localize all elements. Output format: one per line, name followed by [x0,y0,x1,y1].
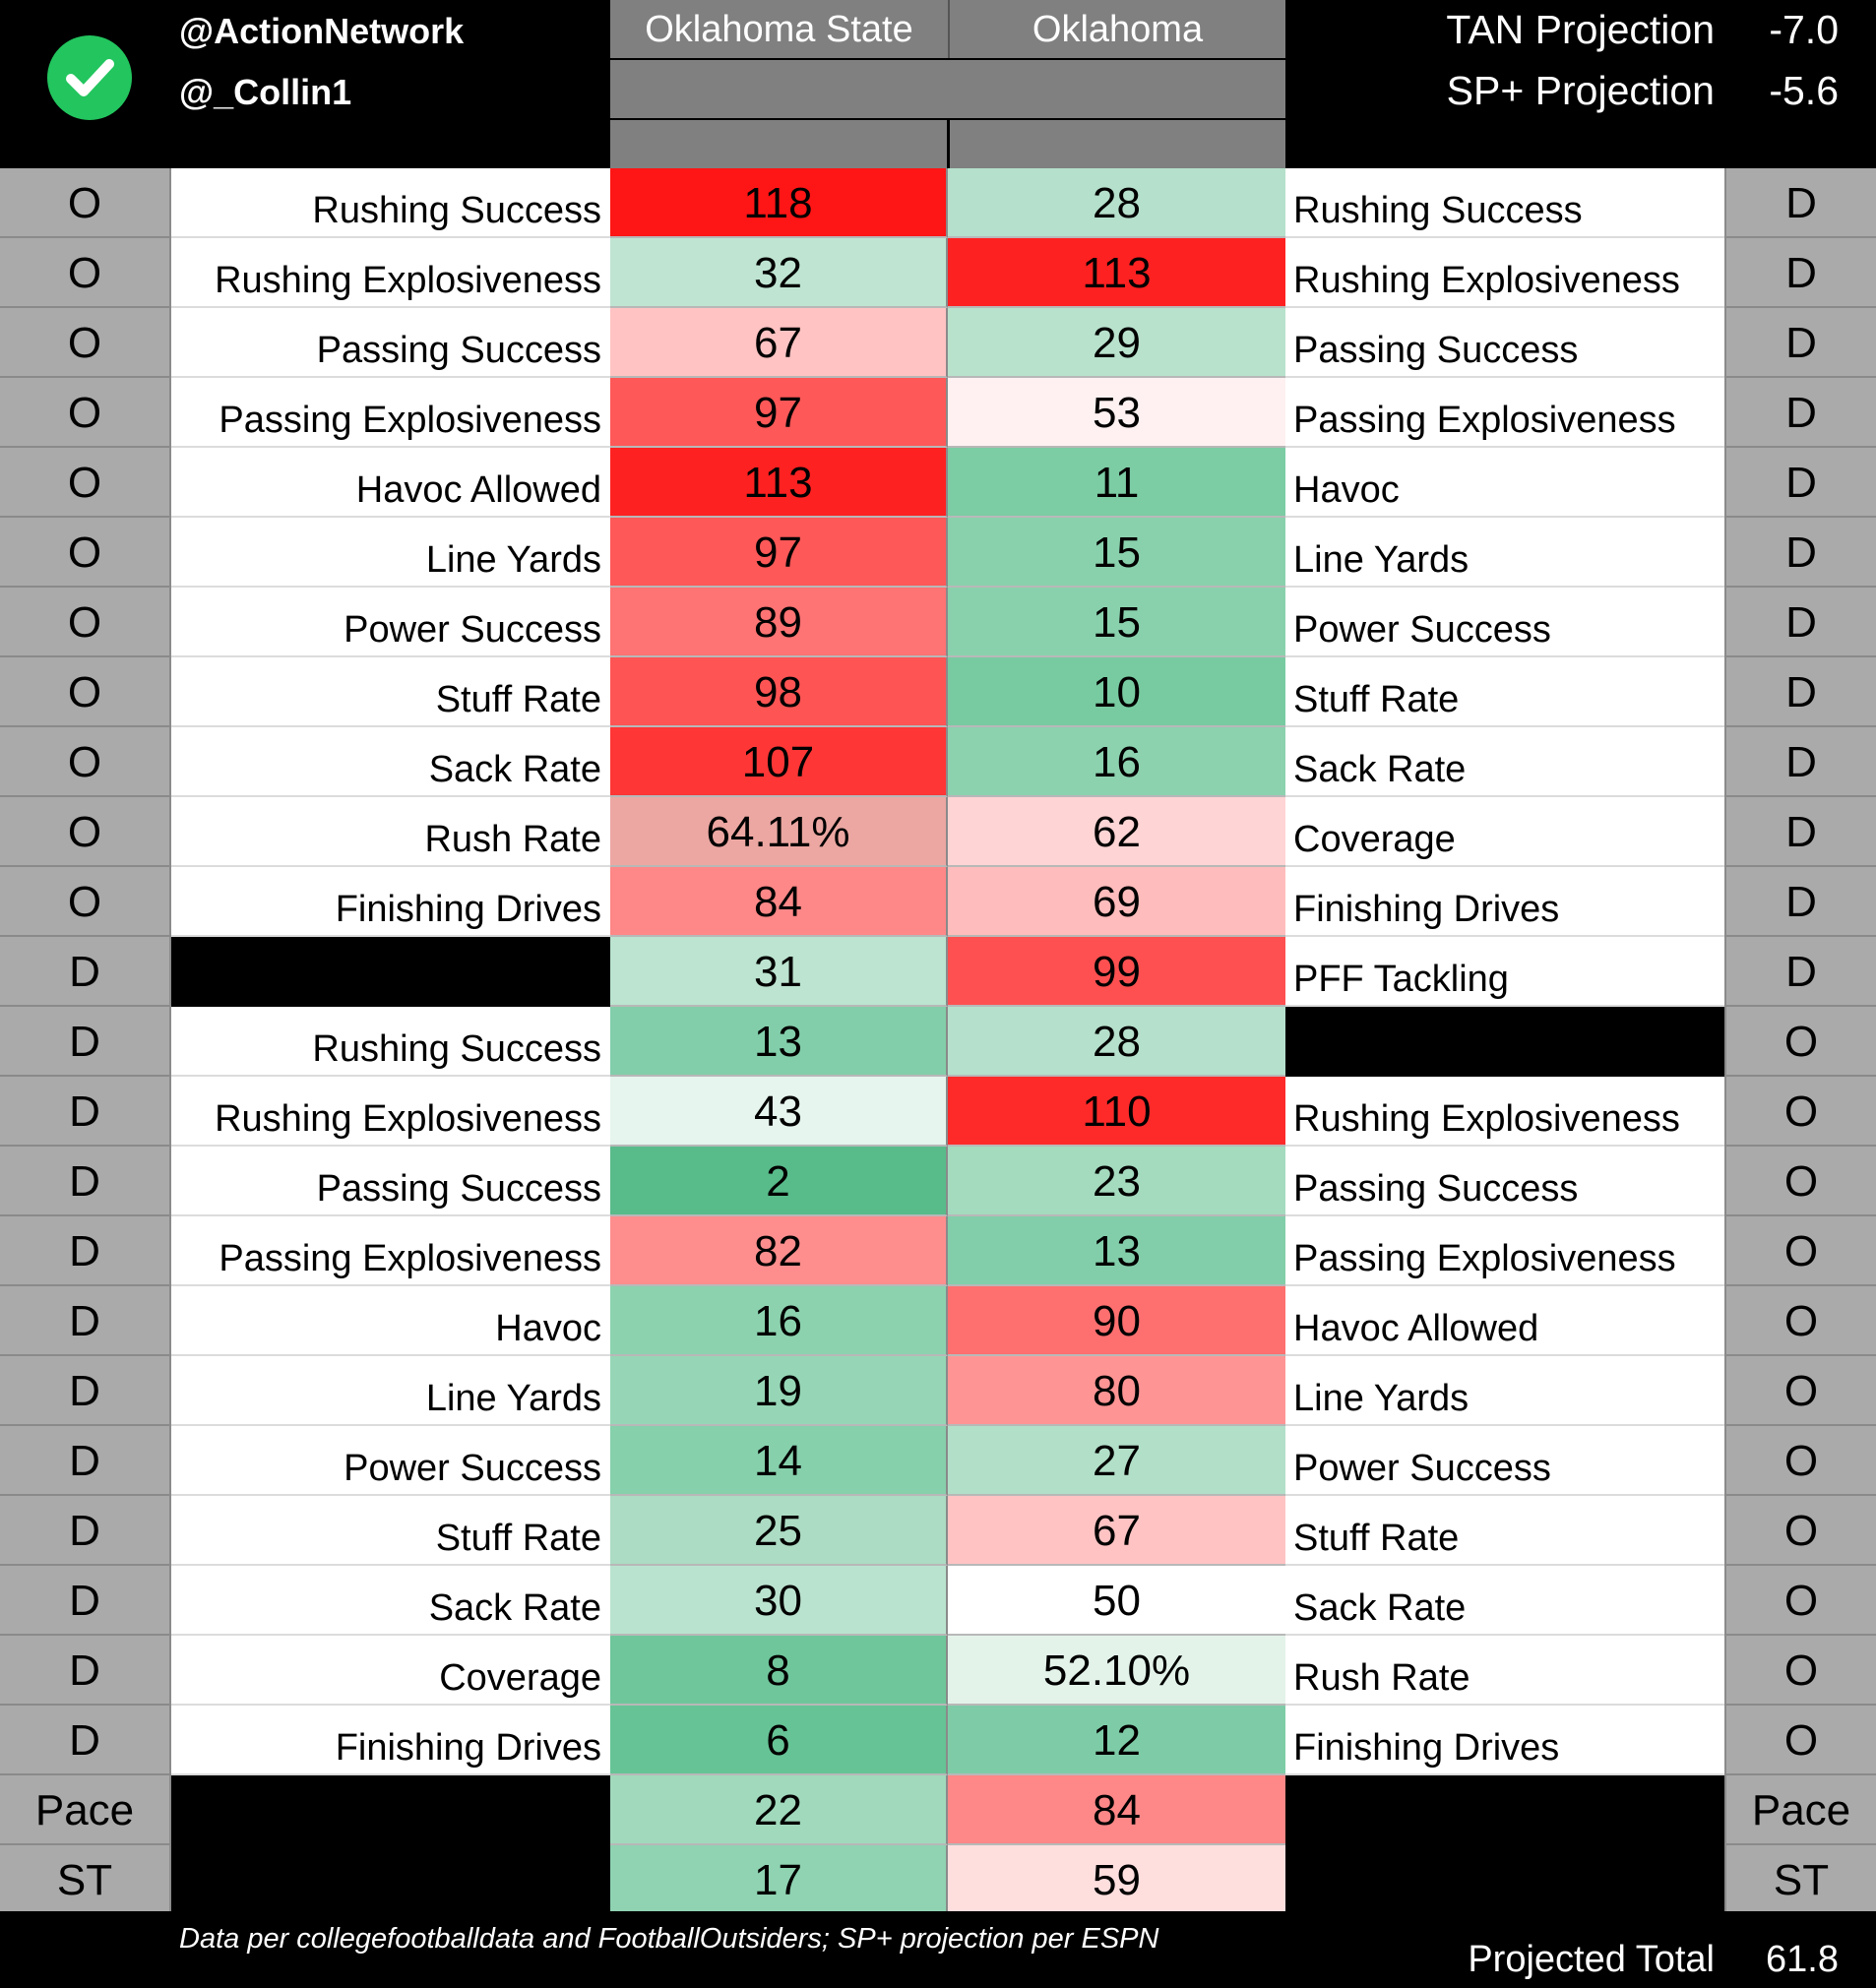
left-stat-label: Power Success [171,588,610,657]
matchup-table [0,168,1876,1915]
right-stat-label: Power Success [1285,588,1724,657]
team-b-rank-cell: 99 [948,937,1285,1007]
left-unit-cell: D [0,1426,171,1496]
left-stat-label: Line Yards [171,1356,610,1426]
left-unit-cell: O [0,727,171,797]
header-divider [948,0,950,58]
right-unit-cell: D [1724,448,1876,518]
right-unit-cell: O [1724,1147,1876,1216]
right-unit-cell: D [1724,937,1876,1007]
tan-projection-label: TAN Projection [1446,7,1715,52]
right-unit-cell: D [1724,238,1876,308]
tan-projection-value: -7.0 [1769,7,1839,52]
left-stat-label: Rushing Explosiveness [171,1077,610,1147]
table-row [0,1566,1876,1636]
left-unit-cell: O [0,797,171,867]
left-stat-label: Rush Rate [171,797,610,867]
section-divider [1285,1007,1724,1077]
right-stat-label: Passing Success [1285,308,1724,378]
left-unit-cell: O [0,588,171,657]
table-row [0,1775,1876,1845]
team-b-rank-cell: 15 [948,588,1285,657]
left-unit-cell: O [0,518,171,588]
handle-action-network: @ActionNetwork [179,11,465,51]
projected-total-label: Projected Total [1468,1939,1715,1980]
team-b-rank-cell: 11 [948,448,1285,518]
left-stat-label: Sack Rate [171,1566,610,1636]
header [0,0,1876,168]
team-b-rank-cell: 28 [948,168,1285,238]
left-stat-label: Passing Success [171,308,610,378]
sp-projection-label: SP+ Projection [1446,68,1715,113]
team-b-rank-cell: 80 [948,1356,1285,1426]
right-unit-cell: D [1724,378,1876,448]
left-unit-cell: D [0,1007,171,1077]
left-unit-cell: O [0,448,171,518]
table-row [0,378,1876,448]
sp-projection-value: -5.6 [1769,68,1839,113]
right-unit-cell: O [1724,1636,1876,1706]
left-unit-cell: O [0,308,171,378]
left-unit-cell: D [0,1636,171,1706]
header-band [610,60,1285,118]
section-divider [171,1845,610,1915]
team-b-rank-cell: 62 [948,797,1285,867]
table-row [0,657,1876,727]
right-stat-label: Rushing Explosiveness [1285,1077,1724,1147]
table-row [0,1216,1876,1286]
right-unit-cell: D [1724,588,1876,657]
right-stat-label: Stuff Rate [1285,657,1724,727]
right-stat-label: Finishing Drives [1285,1706,1724,1775]
team-b-header: Oklahoma [950,0,1285,58]
right-stat-label: Sack Rate [1285,727,1724,797]
table-row [0,1007,1876,1077]
right-stat-label: Havoc [1285,448,1724,518]
right-unit-cell: D [1724,657,1876,727]
team-b-rank-cell: 13 [948,1216,1285,1286]
table-row [0,308,1876,378]
team-b-rank-cell: 23 [948,1147,1285,1216]
right-stat-label: Passing Explosiveness [1285,378,1724,448]
team-a-rank-cell: 98 [610,657,948,727]
right-stat-label: PFF Tackling [1285,937,1724,1007]
right-unit-cell: D [1724,797,1876,867]
table-row [0,1147,1876,1216]
table-row [0,1286,1876,1356]
team-a-rank-cell: 13 [610,1007,948,1077]
left-unit-cell: D [0,937,171,1007]
team-b-rank-cell: 29 [948,308,1285,378]
right-unit-cell: D [1724,168,1876,238]
team-b-rank-cell: 16 [948,727,1285,797]
right-unit-cell: O [1724,1077,1876,1147]
team-a-rank-cell: 25 [610,1496,948,1566]
left-unit-cell: D [0,1566,171,1636]
header-cell-b [950,120,1285,168]
right-unit-cell: O [1724,1216,1876,1286]
right-unit-cell: D [1724,727,1876,797]
right-stat-label: Passing Success [1285,1147,1724,1216]
table-row [0,238,1876,308]
left-unit-cell: D [0,1706,171,1775]
right-unit-cell: O [1724,1706,1876,1775]
section-divider [171,937,610,1007]
team-b-rank-cell: 59 [948,1845,1285,1915]
right-stat-label: Passing Explosiveness [1285,1216,1724,1286]
team-a-rank-cell: 113 [610,448,948,518]
team-a-rank-cell: 16 [610,1286,948,1356]
team-a-rank-cell: 14 [610,1426,948,1496]
team-a-rank-cell: 17 [610,1845,948,1915]
team-b-rank-cell: 84 [948,1775,1285,1845]
right-unit-cell: Pace [1724,1775,1876,1845]
team-a-rank-cell: 97 [610,378,948,448]
table-row [0,1077,1876,1147]
left-unit-cell: O [0,238,171,308]
right-stat-label: Sack Rate [1285,1566,1724,1636]
team-a-rank-cell: 31 [610,937,948,1007]
right-unit-cell: D [1724,867,1876,937]
left-stat-label: Rushing Success [171,168,610,238]
table-row [0,1496,1876,1566]
left-stat-label: Stuff Rate [171,1496,610,1566]
team-a-rank-cell: 30 [610,1566,948,1636]
footer [0,1911,1876,1988]
right-unit-cell: O [1724,1426,1876,1496]
left-stat-label: Havoc [171,1286,610,1356]
left-unit-cell: D [0,1077,171,1147]
team-a-rank-cell: 43 [610,1077,948,1147]
team-a-rank-cell: 107 [610,727,948,797]
left-stat-label: Coverage [171,1636,610,1706]
right-stat-label: Havoc Allowed [1285,1286,1724,1356]
handle-collin: @_Collin1 [179,72,352,112]
right-stat-label: Rushing Success [1285,168,1724,238]
left-unit-cell: D [0,1216,171,1286]
right-unit-cell: O [1724,1286,1876,1356]
left-stat-label: Stuff Rate [171,657,610,727]
team-a-rank-cell: 19 [610,1356,948,1426]
team-b-rank-cell: 110 [948,1077,1285,1147]
table-row [0,937,1876,1007]
team-a-header: Oklahoma State [610,0,948,58]
section-divider [171,1775,610,1845]
team-a-rank-cell: 118 [610,168,948,238]
team-b-rank-cell: 12 [948,1706,1285,1775]
table-row [0,797,1876,867]
team-b-rank-cell: 67 [948,1496,1285,1566]
table-row [0,168,1876,238]
team-a-rank-cell: 82 [610,1216,948,1286]
left-stat-label: Passing Explosiveness [171,378,610,448]
team-b-rank-cell: 113 [948,238,1285,308]
right-stat-label: Line Yards [1285,1356,1724,1426]
table-row [0,727,1876,797]
team-b-rank-cell: 69 [948,867,1285,937]
team-a-rank-cell: 8 [610,1636,948,1706]
data-source-note: Data per collegefootballdata and FootballOutsiders; SP+ projection per ESPN [179,1923,1159,1955]
left-unit-cell: D [0,1356,171,1426]
table-row [0,1426,1876,1496]
team-a-rank-cell: 67 [610,308,948,378]
team-a-rank-cell: 2 [610,1147,948,1216]
section-divider [1285,1775,1724,1845]
right-unit-cell: O [1724,1496,1876,1566]
left-stat-label: Rushing Explosiveness [171,238,610,308]
left-stat-label: Rushing Success [171,1007,610,1077]
team-a-rank-cell: 84 [610,867,948,937]
left-unit-cell: O [0,378,171,448]
right-stat-label: Stuff Rate [1285,1496,1724,1566]
table-row [0,518,1876,588]
check-circle-icon [47,35,132,120]
table-row [0,588,1876,657]
team-a-rank-cell: 89 [610,588,948,657]
table-row [0,1706,1876,1775]
team-a-rank-cell: 22 [610,1775,948,1845]
team-a-rank-cell: 64.11% [610,797,948,867]
table-row [0,1636,1876,1706]
section-divider [1285,1845,1724,1915]
left-unit-cell: O [0,168,171,238]
right-stat-label: Coverage [1285,797,1724,867]
left-stat-label: Passing Success [171,1147,610,1216]
projected-total-value: 61.8 [1766,1939,1839,1980]
team-a-rank-cell: 97 [610,518,948,588]
right-stat-label: Finishing Drives [1285,867,1724,937]
right-unit-cell: D [1724,308,1876,378]
right-unit-cell: O [1724,1566,1876,1636]
left-stat-label: Finishing Drives [171,1706,610,1775]
left-unit-cell: Pace [0,1775,171,1845]
right-stat-label: Power Success [1285,1426,1724,1496]
right-unit-cell: D [1724,518,1876,588]
right-unit-cell: O [1724,1356,1876,1426]
right-stat-label: Rush Rate [1285,1636,1724,1706]
team-b-rank-cell: 50 [948,1566,1285,1636]
left-unit-cell: O [0,657,171,727]
header-cell-a [610,120,947,168]
left-unit-cell: D [0,1496,171,1566]
team-b-rank-cell: 27 [948,1426,1285,1496]
right-unit-cell: O [1724,1007,1876,1077]
left-stat-label: Havoc Allowed [171,448,610,518]
table-row [0,1845,1876,1915]
team-b-rank-cell: 90 [948,1286,1285,1356]
left-unit-cell: D [0,1147,171,1216]
right-unit-cell: ST [1724,1845,1876,1915]
team-b-rank-cell: 52.10% [948,1636,1285,1706]
left-unit-cell: O [0,867,171,937]
left-unit-cell: ST [0,1845,171,1915]
team-b-rank-cell: 15 [948,518,1285,588]
left-unit-cell: D [0,1286,171,1356]
left-stat-label: Finishing Drives [171,867,610,937]
left-stat-label: Line Yards [171,518,610,588]
table-row [0,1356,1876,1426]
team-b-rank-cell: 10 [948,657,1285,727]
right-stat-label: Line Yards [1285,518,1724,588]
team-b-rank-cell: 28 [948,1007,1285,1077]
left-stat-label: Passing Explosiveness [171,1216,610,1286]
team-a-rank-cell: 6 [610,1706,948,1775]
left-stat-label: Power Success [171,1426,610,1496]
right-stat-label: Rushing Explosiveness [1285,238,1724,308]
table-row [0,867,1876,937]
team-a-rank-cell: 32 [610,238,948,308]
team-b-rank-cell: 53 [948,378,1285,448]
table-row [0,448,1876,518]
left-stat-label: Sack Rate [171,727,610,797]
